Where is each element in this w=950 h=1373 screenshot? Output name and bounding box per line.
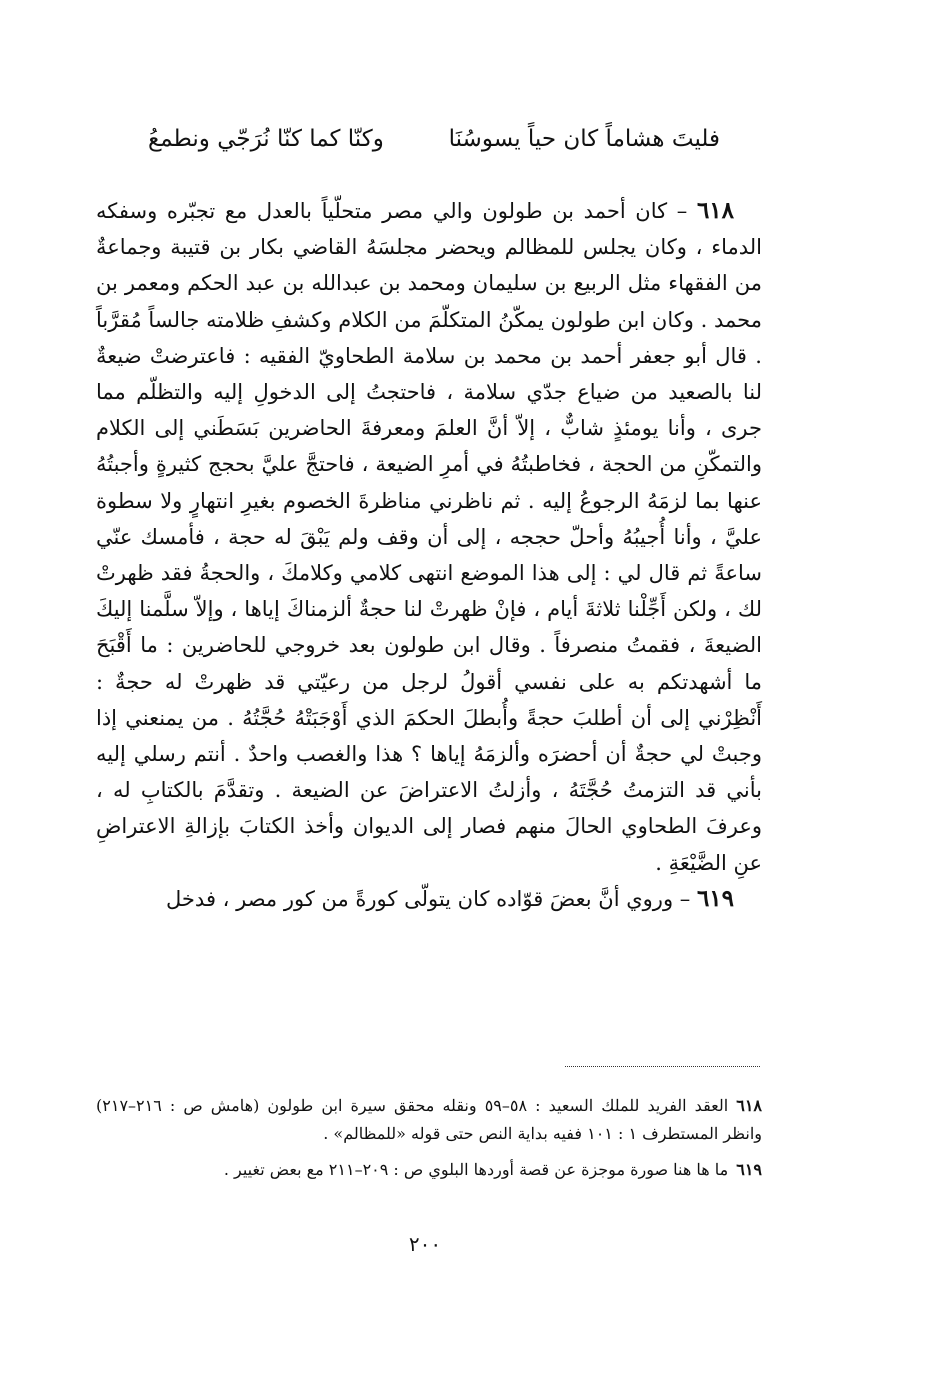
main-text: [96, 193, 762, 917]
paragraph-619: [96, 881, 762, 917]
footnotes: [96, 1092, 762, 1192]
footnote-text: العقد الفريد للملك السعيد : ٥٨–٥٩ ونقله محقق سيرة ابن طولون (هامش ص : ٢١٦–٢١٧) وانظر المستطرف ١ : ١٠١ ففيه بداية النص حتى قوله «للمظالم» .: [96, 1096, 762, 1143]
verse-first-hemistich: فليتَ هشاماً كان حياً يسوسُنَا: [448, 126, 720, 152]
page-number: ٢٠٠: [408, 1232, 442, 1256]
footnote-number: ٦١٨: [736, 1096, 762, 1115]
poem-verse: [100, 126, 760, 170]
paragraph-text: – وروي أنَّ بعضَ قوّاده كان يتولّى كورةً من كور مصر ، فدخل: [166, 886, 697, 911]
footnote-text: ما ها هنا صورة موجزة عن قصة أوردها البلوي ص : ٢٠٩–٢١١ مع بعض تغيير .: [223, 1160, 729, 1179]
verse-second-hemistich: وكنّا كما كنّا نُرَجّي ونطمعُ: [148, 126, 384, 152]
paragraph-618: [96, 193, 762, 881]
footnote-618: [96, 1092, 762, 1148]
footnote-separator: [565, 1066, 760, 1067]
footnote-619: [96, 1156, 762, 1184]
entry-number: ٦١٩: [696, 884, 734, 912]
entry-number: ٦١٨: [696, 197, 734, 224]
paragraph-text: – كان أحمد بن طولون والي مصر متحلّياً بالعدل مع تجبّره وسفكه الدماء ، وكان يجلس للمظالم ويحضر مجلسَهُ القاضي بكار بن قتيبة وجماعةٌ من الفقهاء مثل الربيع بن سليمان ومحمد بن عبدالله بن عبد الحكم ومعمر بن محمد . وكان ابن طولون يمكّنُ المتكلّمَ من الكلام وكشفِ ظلامته جالساً مُقرَّباً . قال أبو جعفر أحمد بن محمد بن سلامة الطحاويّ الفقيه : فاعترضتْ ضيعةٌ لنا بالصعيد من ضياع جدّي سلامة ، فاحتجتُ إلى الدخولِ إليه والتظلّم مما جرى ، وأنا يومئذٍ شابٌّ ، إلاّ أنَّ العلمَ ومعرفةَ الحاضرين بَسَطَني إلى الكلام والتمكّنِ من الحجة ، فخاطبتُهُ في أمرِ الضيعة ، فاحتجَّ عليَّ بحجج كثيرةٍ وأجبتُهُ عنها بما لزمَهُ الرجوعُ إليه . ثم ناظرني مناظرةَ الخصوم بغيرِ انتهارٍ ولا سطوة عليَّ ، وأنا أُجيبُهُ وأحلّ حججه ، إلى أن وقف ولم يَبْقَ له حجة ، فأمسك عنّي ساعةً ثم قال لي : إلى هذا الموضع انتهى كلامي وكلامكَ ، والحجةُ فقد ظهرتْ لك ، ولكن أَجِّلْنا ثلاثةَ أيام ، فإنْ ظهرتْ لنا حجةٌ ألزمناكَ إياها ، وإلاّ سلَّمنا إليكَ الضيعةَ ، فقمتُ منصرفاً . وقال ابن طولون بعد خروجي للحاضرين : ما أَقْبَحَ ما أشهدتكم به على نفسي أقولُ لرجل من رعيّتي قد ظهرتْ له حجةٌ : أَنْظِرْني إلى أن أطلبَ حجةً وأُبطلَ الحكمَ الذي أَوْجَبَتْهُ حُجَّتُهُ . من يمنعني إذا وجبتْ لي حجةٌ أن أحضرَه وألزمَهُ إياها ؟ هذا والغصب واحدٌ . أنتم رسلي إليه بأني قد التزمتُ حُجَّتَهُ ، وأزلتُ الاعتراضَ عن الضيعة . وتقدَّمَ بالكتابِ له ، وعرفَ الطحاوي الحالَ منهم فصار إلى الديوان وأخذ الكتابَ بإزالةِ الاعتراضِ عنِ الضَّيْعَةِ .: [96, 199, 762, 875]
footnote-number: ٦١٩: [736, 1160, 762, 1179]
